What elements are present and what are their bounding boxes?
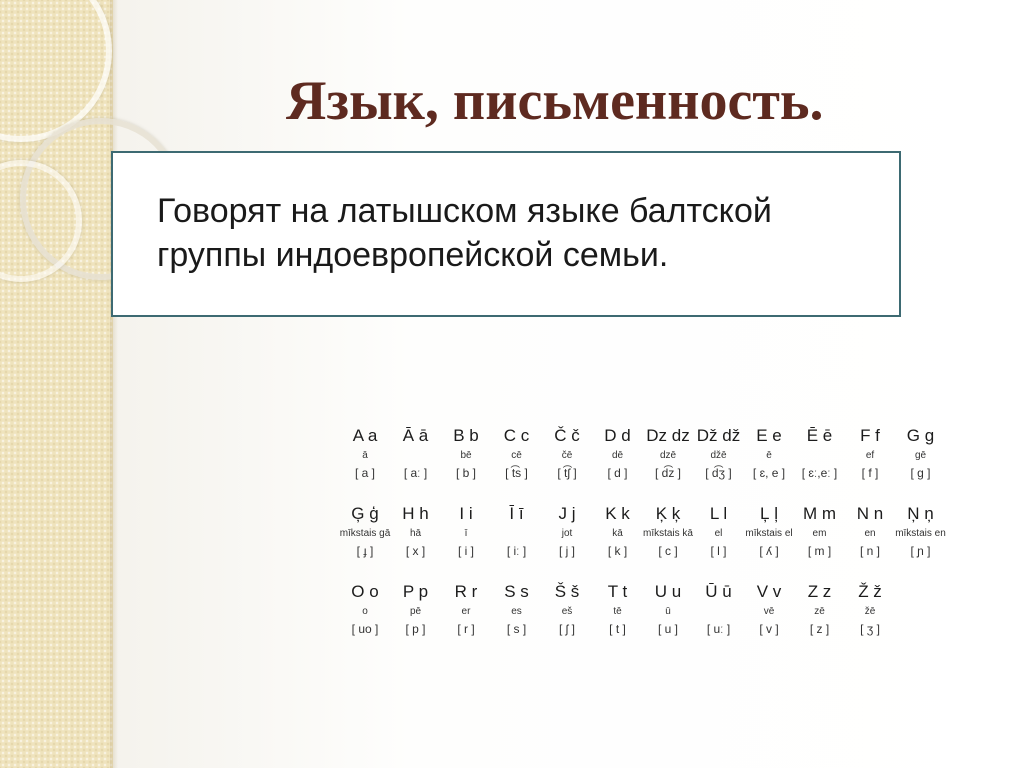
- alphabet-cell: [488, 580, 546, 638]
- alphabet-letter-name: ā: [362, 450, 368, 461]
- text-box-content: [157, 189, 877, 277]
- alphabet-cell: [740, 424, 798, 482]
- alphabet-letter: V v: [756, 582, 782, 601]
- alphabet-letter: Š š: [554, 582, 580, 601]
- alphabet-letter-name: er: [461, 606, 471, 617]
- alphabet-ipa: [ c ]: [658, 544, 678, 558]
- alphabet-cell: [589, 424, 647, 482]
- alphabet-letter-name: ē: [766, 450, 772, 461]
- alphabet-ipa: [ b ]: [455, 466, 476, 480]
- alphabet-ipa: [ r ]: [457, 622, 475, 636]
- alphabet-letter-name: pē: [409, 606, 422, 617]
- alphabet-letter-name: [387, 448, 445, 464]
- alphabet-letter-name: el: [714, 528, 723, 539]
- alphabet-ipa: [ s ]: [506, 622, 527, 636]
- alphabet-ipa: [ l ]: [710, 544, 727, 558]
- alphabet-row: [340, 424, 986, 502]
- alphabet-letter: U u: [654, 582, 682, 601]
- alphabet-letter: Dž dž: [696, 426, 741, 445]
- alphabet-letter-name: mīkstais gā: [339, 528, 391, 539]
- alphabet-ipa: [ aː ]: [403, 466, 428, 480]
- alphabet-letter: Ž ž: [858, 582, 882, 601]
- alphabet-letter-name: [791, 448, 849, 464]
- alphabet-letter-name: dzē: [659, 450, 677, 461]
- alphabet-cell: [538, 580, 596, 638]
- alphabet-ipa: [ a ]: [354, 466, 375, 480]
- latvian-alphabet-table: [340, 424, 986, 658]
- alphabet-letter: Ģ ģ: [351, 504, 379, 523]
- alphabet-letter-name: žē: [864, 606, 876, 617]
- slide-title: Язык, письменность.: [286, 70, 824, 132]
- alphabet-letter-name: es: [511, 606, 522, 617]
- alphabet-row: [340, 580, 986, 658]
- alphabet-ipa: [ ʃ ]: [558, 622, 575, 636]
- alphabet-ipa: [ x ]: [405, 544, 426, 558]
- alphabet-letter-name: eš: [561, 606, 573, 617]
- alphabet-cell: [387, 424, 445, 482]
- alphabet-letter-name: čē: [561, 450, 573, 461]
- alphabet-ipa: [ ɟ ]: [356, 544, 374, 558]
- alphabet-ipa: [ uo ]: [351, 622, 379, 636]
- alphabet-cell: [740, 502, 798, 560]
- alphabet-letter-name: em: [812, 528, 827, 539]
- alphabet-letter: Ņ ņ: [907, 504, 934, 523]
- alphabet-ipa: [ t͡s ]: [505, 466, 528, 480]
- alphabet-cell: [336, 580, 394, 638]
- alphabet-letter: Ļ ļ: [760, 504, 778, 523]
- alphabet-cell: [841, 502, 899, 560]
- alphabet-cell: [437, 580, 495, 638]
- alphabet-letter: B b: [453, 426, 479, 445]
- alphabet-letter: Ī ī: [509, 504, 524, 523]
- alphabet-letter: Č č: [554, 426, 580, 445]
- alphabet-ipa: [ i ]: [457, 544, 474, 558]
- alphabet-ipa: [ m ]: [807, 544, 832, 558]
- alphabet-ipa: [ ʒ ]: [860, 622, 880, 636]
- alphabet-cell: [639, 580, 697, 638]
- alphabet-letter-name: kā: [612, 528, 623, 539]
- alphabet-letter: Dz dz: [646, 426, 690, 445]
- alphabet-letter: N n: [856, 504, 884, 523]
- alphabet-cell: [892, 502, 950, 560]
- alphabet-letter: C c: [503, 426, 530, 445]
- alphabet-cell: [437, 424, 495, 482]
- alphabet-cell: [690, 424, 748, 482]
- alphabet-ipa: [ d ]: [607, 466, 628, 480]
- alphabet-cell: [336, 424, 394, 482]
- alphabet-letter: G g: [906, 426, 935, 445]
- alphabet-letter-name: mīkstais en: [895, 528, 946, 539]
- alphabet-letter-name: hā: [409, 528, 422, 539]
- alphabet-ipa: [ p ]: [405, 622, 426, 636]
- alphabet-cell: [690, 580, 748, 638]
- alphabet-ipa: [ g ]: [910, 466, 931, 480]
- alphabet-ipa: [ t ]: [609, 622, 626, 636]
- alphabet-letter: H h: [402, 504, 429, 523]
- alphabet-letter-name: ū: [665, 606, 671, 617]
- alphabet-ipa: [ ʎ ]: [759, 544, 779, 558]
- alphabet-letter: L l: [709, 504, 728, 523]
- alphabet-letter: K k: [605, 504, 630, 523]
- alphabet-cell: [690, 502, 748, 560]
- alphabet-cell: [336, 502, 394, 560]
- alphabet-cell: [740, 580, 798, 638]
- text-box: [111, 151, 901, 317]
- alphabet-letter-name: [690, 604, 748, 620]
- alphabet-letter-name: en: [864, 528, 876, 539]
- alphabet-ipa: [ d͡ʒ ]: [705, 466, 732, 480]
- alphabet-letter: O o: [351, 582, 379, 601]
- alphabet-cell: [589, 580, 647, 638]
- alphabet-cell: [589, 502, 647, 560]
- alphabet-ipa: [ ɛː,eː ]: [801, 466, 838, 480]
- alphabet-letter: S s: [504, 582, 529, 601]
- alphabet-letter: J j: [558, 504, 576, 523]
- alphabet-ipa: [ t͡ʃ ]: [557, 466, 577, 480]
- alphabet-letter-name: mīkstais el: [745, 528, 793, 539]
- alphabet-letter-name: dē: [611, 450, 624, 461]
- alphabet-ipa: [ f ]: [861, 466, 879, 480]
- alphabet-cell: [437, 502, 495, 560]
- alphabet-letter: M m: [802, 504, 837, 523]
- alphabet-letter-name: vē: [763, 606, 775, 617]
- alphabet-letter-name: ef: [865, 450, 875, 461]
- alphabet-cell: [387, 502, 445, 560]
- alphabet-cell: [639, 424, 697, 482]
- side-band-edge: [110, 0, 118, 768]
- alphabet-letter-name: jot: [561, 528, 573, 539]
- alphabet-cell: [488, 502, 546, 560]
- alphabet-ipa: [ uː ]: [706, 622, 731, 636]
- alphabet-cell: [387, 580, 445, 638]
- alphabet-cell: [791, 580, 849, 638]
- alphabet-cell: [538, 502, 596, 560]
- alphabet-ipa: [ k ]: [607, 544, 628, 558]
- alphabet-letter: P p: [402, 582, 429, 601]
- alphabet-letter-name: cē: [511, 450, 522, 461]
- alphabet-row: [340, 502, 986, 580]
- alphabet-ipa: [ z ]: [809, 622, 830, 636]
- alphabet-letter: Ķ ķ: [655, 504, 681, 523]
- alphabet-cell: [639, 502, 697, 560]
- alphabet-letter: Ē ē: [806, 426, 833, 445]
- alphabet-ipa: [ ɛ, e ]: [752, 466, 786, 480]
- alphabet-letter: F f: [860, 426, 880, 445]
- alphabet-letter: Ā ā: [402, 426, 429, 445]
- alphabet-cell: [841, 424, 899, 482]
- alphabet-cell: [791, 424, 849, 482]
- alphabet-letter-name: ī: [464, 528, 468, 539]
- alphabet-letter: Z z: [807, 582, 832, 601]
- alphabet-cell: [538, 424, 596, 482]
- alphabet-letter: E e: [756, 426, 782, 445]
- text-line: Говорят на латышском языке балтской: [157, 192, 772, 230]
- alphabet-cell: [488, 424, 546, 482]
- alphabet-ipa: [ d͡z ]: [654, 466, 681, 480]
- alphabet-letter: R r: [454, 582, 478, 601]
- alphabet-letter-name: tē: [613, 606, 622, 617]
- alphabet-letter-name: mīkstais kā: [642, 528, 693, 539]
- alphabet-letter: D d: [604, 426, 631, 445]
- alphabet-letter: I i: [459, 504, 473, 523]
- alphabet-cell: [791, 502, 849, 560]
- alphabet-letter-name: gē: [914, 450, 927, 461]
- alphabet-ipa: [ ɲ ]: [910, 544, 931, 558]
- alphabet-letter-name: o: [362, 606, 368, 617]
- alphabet-letter: T t: [607, 582, 628, 601]
- alphabet-letter-name: bē: [460, 450, 472, 461]
- alphabet-letter: A a: [352, 426, 378, 445]
- alphabet-letter-name: džē: [710, 450, 727, 461]
- alphabet-letter-name: zē: [814, 606, 825, 617]
- alphabet-letter-name: [488, 526, 546, 542]
- alphabet-cell: [892, 424, 950, 482]
- alphabet-ipa: [ iː ]: [506, 544, 527, 558]
- text-line: группы индоевропейской семьи.: [157, 236, 669, 274]
- alphabet-ipa: [ n ]: [859, 544, 880, 558]
- alphabet-cell: [841, 580, 899, 638]
- alphabet-ipa: [ u ]: [657, 622, 678, 636]
- alphabet-letter: Ū ū: [705, 582, 732, 601]
- alphabet-ipa: [ j ]: [558, 544, 575, 558]
- alphabet-ipa: [ v ]: [759, 622, 779, 636]
